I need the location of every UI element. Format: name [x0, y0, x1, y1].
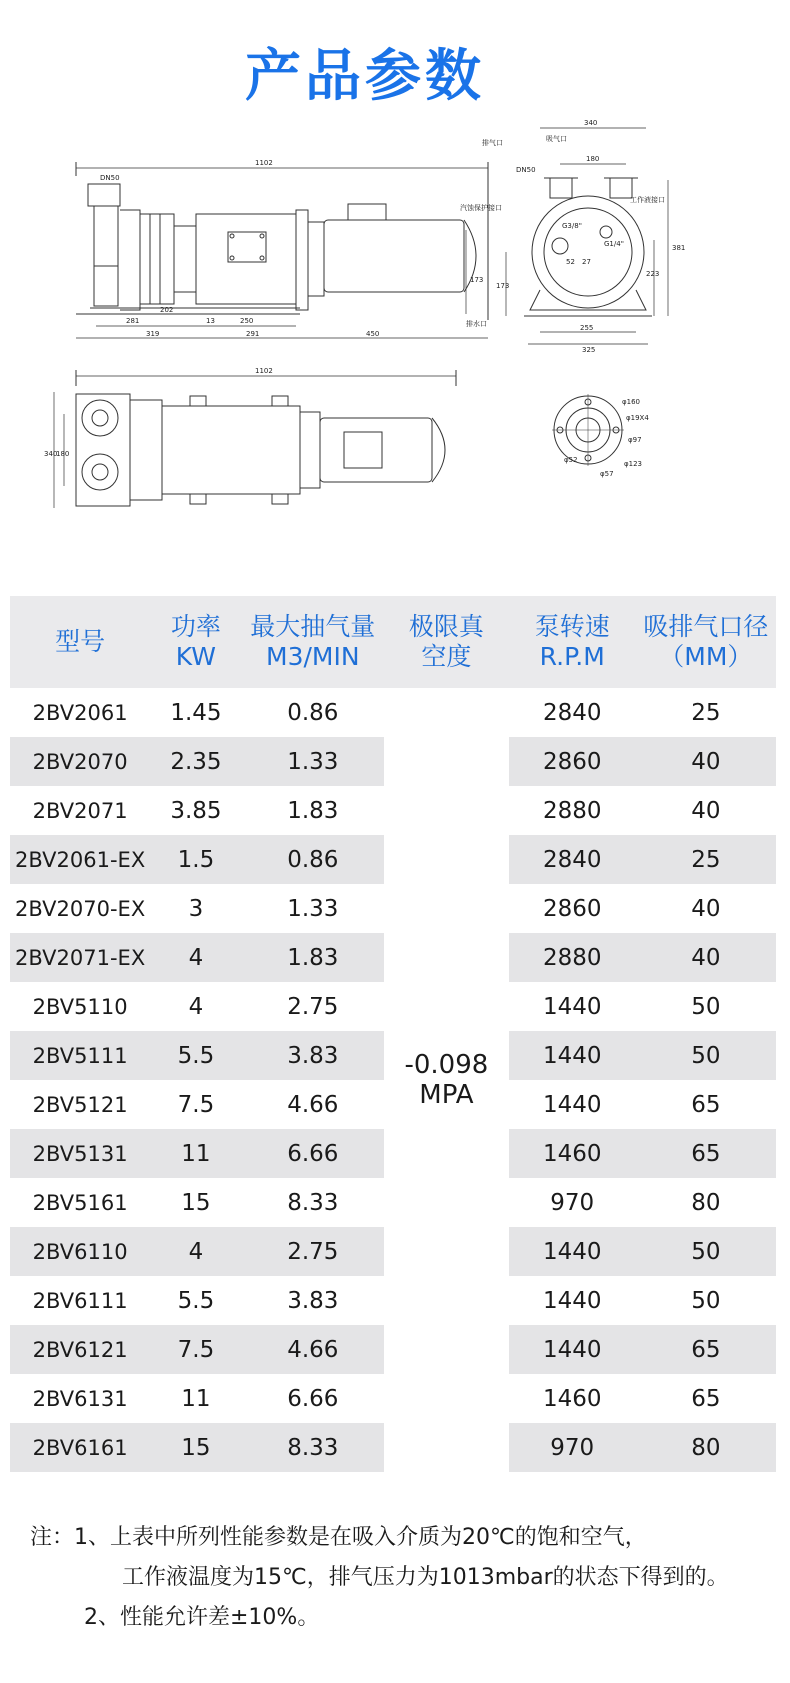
cell-power: 7.5	[177, 1091, 215, 1118]
end-h3: 173	[496, 282, 510, 290]
cell-speed: 1460	[509, 1129, 636, 1178]
cell-speed: 1440	[509, 1227, 636, 1276]
cell-bore: 80	[691, 1189, 721, 1216]
cell-power: 15	[150, 1423, 241, 1472]
cell-bore: 25	[636, 835, 776, 884]
cell-power: 4	[150, 1227, 241, 1276]
cell-power: 5.5	[150, 1031, 241, 1080]
cell-speed: 970	[550, 1189, 595, 1216]
cell-power: 3.85	[170, 797, 222, 824]
cell-power: 5.5	[177, 1287, 215, 1314]
end-d2: 27	[582, 258, 591, 266]
cell-bore: 50	[691, 993, 721, 1020]
page-title: 产品参数	[245, 44, 485, 109]
end-steam-port: 汽蚀保护接口	[460, 204, 502, 212]
cell-model: 2BV5121	[32, 1092, 128, 1117]
end-h1: 381	[672, 244, 686, 252]
cell-model: 2BV2070	[10, 737, 150, 786]
cell-bore: 40	[691, 895, 721, 922]
top-total-length: 1102	[255, 367, 273, 375]
notes	[30, 1518, 729, 1638]
side-d7: 202	[160, 306, 174, 314]
end-center: 180	[586, 155, 600, 163]
cell-model: 2BV5161	[32, 1190, 128, 1215]
cell-speed: 1460	[542, 1385, 602, 1412]
end-g1: G3/8"	[562, 222, 582, 230]
cell-bore: 65	[691, 1385, 721, 1412]
cell-flow: 8.33	[287, 1189, 339, 1216]
cell-model: 2BV6111	[32, 1288, 128, 1313]
note-line-3: 2、性能允许差±10%。	[84, 1605, 320, 1630]
cell-speed: 1440	[542, 1287, 602, 1314]
end-d1: 52	[566, 258, 575, 266]
end-base2: 325	[582, 346, 596, 354]
cell-speed: 1440	[542, 1091, 602, 1118]
cell-model: 2BV2061-EX	[10, 835, 150, 884]
side-d1: 281	[126, 317, 140, 325]
cell-model: 2BV6110	[10, 1227, 150, 1276]
cell-bore: 65	[636, 1129, 776, 1178]
cell-bore: 50	[691, 1287, 721, 1314]
cell-model: 2BV5111	[10, 1031, 150, 1080]
side-d2: 13	[206, 317, 215, 325]
cell-flow: 0.86	[242, 835, 385, 884]
cell-speed: 2880	[509, 933, 636, 982]
table-row	[10, 688, 776, 737]
end-h2: 223	[646, 270, 660, 278]
cell-flow: 1.33	[287, 895, 339, 922]
end-suction: 吸气口	[546, 135, 567, 143]
flange-d3: φ97	[628, 436, 642, 444]
cell-power: 2.35	[150, 737, 241, 786]
header-model: 型号	[10, 596, 150, 688]
cell-power: 7.5	[150, 1325, 241, 1374]
cell-power: 1.5	[150, 835, 241, 884]
end-exhaust: 排气口	[482, 139, 503, 147]
table-header-row	[10, 596, 776, 688]
cell-bore: 65	[691, 1091, 721, 1118]
cell-bore: 80	[636, 1423, 776, 1472]
header-flow: 最大抽气量 M3/MIN	[242, 596, 385, 688]
end-base1: 255	[580, 324, 594, 332]
cell-power: 15	[181, 1189, 211, 1216]
spec-table	[10, 596, 776, 1472]
flange-d4: φ123	[624, 460, 642, 468]
cell-model: 2BV5110	[32, 994, 128, 1019]
side-d3: 250	[240, 317, 254, 325]
cell-model: 2BV6121	[10, 1325, 150, 1374]
cell-speed: 970	[509, 1423, 636, 1472]
cell-bore: 40	[691, 797, 721, 824]
flange-d2: φ19X4	[626, 414, 649, 422]
cell-model: 2BV2071-EX	[10, 933, 150, 982]
cell-flow: 2.75	[287, 993, 339, 1020]
flange-d5: φ52	[564, 456, 578, 464]
cell-speed: 2860	[542, 895, 602, 922]
cell-flow: 6.66	[287, 1385, 339, 1412]
cell-power: 3	[188, 895, 204, 922]
cell-speed: 2860	[509, 737, 636, 786]
cell-speed: 2840	[509, 835, 636, 884]
side-d5: 291	[246, 330, 260, 338]
vacuum-unit: MPA	[419, 1080, 474, 1110]
technical-drawing	[0, 0, 790, 560]
vacuum-value: -0.098	[404, 1050, 489, 1080]
top-view	[44, 367, 456, 508]
side-d6: 450	[366, 330, 380, 338]
table-body	[10, 688, 776, 1472]
side-inlet-label: DN50	[100, 174, 120, 182]
cell-bore: 50	[636, 1227, 776, 1276]
cell-bore: 25	[691, 699, 721, 726]
cell-flow: 1.83	[287, 797, 339, 824]
cell-flow: 4.66	[287, 1091, 339, 1118]
end-work-port: 工作液接口	[630, 196, 665, 204]
end-g2: G1/4"	[604, 240, 624, 248]
cell-bore: 65	[636, 1325, 776, 1374]
cell-flow: 1.33	[242, 737, 385, 786]
cell-model: 2BV5131	[10, 1129, 150, 1178]
note-line-2: 工作液温度为15℃，排气压力为1013mbar的状态下得到的。	[122, 1565, 729, 1590]
end-drain: 排水口	[466, 320, 487, 328]
cell-model: 2BV2070-EX	[15, 896, 146, 921]
cell-model: 2BV2071	[32, 798, 128, 823]
cell-bore: 40	[636, 933, 776, 982]
top-w2: 180	[56, 450, 70, 458]
cell-speed: 2840	[542, 699, 602, 726]
cell-speed: 1440	[542, 993, 602, 1020]
cell-vacuum	[384, 688, 509, 1472]
cell-model: 2BV6161	[10, 1423, 150, 1472]
side-total-length: 1102	[255, 159, 273, 167]
cell-flow: 8.33	[242, 1423, 385, 1472]
cell-speed: 2880	[542, 797, 602, 824]
flange-view	[552, 394, 649, 478]
cell-power: 11	[181, 1385, 211, 1412]
end-inlet: DN50	[516, 166, 536, 174]
cell-flow: 1.83	[242, 933, 385, 982]
flange-d6: φ57	[600, 470, 614, 478]
side-view	[76, 159, 488, 338]
end-view	[460, 119, 685, 354]
header-speed: 泵转速 R.P.M	[509, 596, 636, 688]
end-width-top: 340	[584, 119, 598, 127]
cell-power: 11	[150, 1129, 241, 1178]
note-line-1: 注：1、上表中所列性能参数是在吸入介质为20℃的饱和空气，	[30, 1525, 647, 1550]
cell-bore: 40	[636, 737, 776, 786]
cell-model: 2BV2061	[32, 700, 128, 725]
cell-speed: 1440	[509, 1031, 636, 1080]
header-vacuum: 极限真 空度	[384, 596, 509, 688]
cell-model: 2BV6131	[32, 1386, 128, 1411]
cell-flow: 6.66	[242, 1129, 385, 1178]
flange-d1: φ160	[622, 398, 640, 406]
cell-flow: 4.66	[242, 1325, 385, 1374]
cell-power: 1.45	[170, 699, 222, 726]
cell-flow: 3.83	[242, 1031, 385, 1080]
side-d4: 319	[146, 330, 160, 338]
cell-flow: 3.83	[287, 1287, 339, 1314]
top-w1: 340	[44, 450, 58, 458]
header-bore: 吸排气口径 （MM）	[636, 596, 776, 688]
cell-flow: 2.75	[242, 1227, 385, 1276]
cell-bore: 50	[636, 1031, 776, 1080]
cell-flow: 0.86	[287, 699, 339, 726]
cell-power: 4	[150, 933, 241, 982]
header-power: 功率 KW	[150, 596, 241, 688]
cell-power: 4	[188, 993, 204, 1020]
side-height: 173	[470, 276, 484, 284]
cell-speed: 1440	[509, 1325, 636, 1374]
